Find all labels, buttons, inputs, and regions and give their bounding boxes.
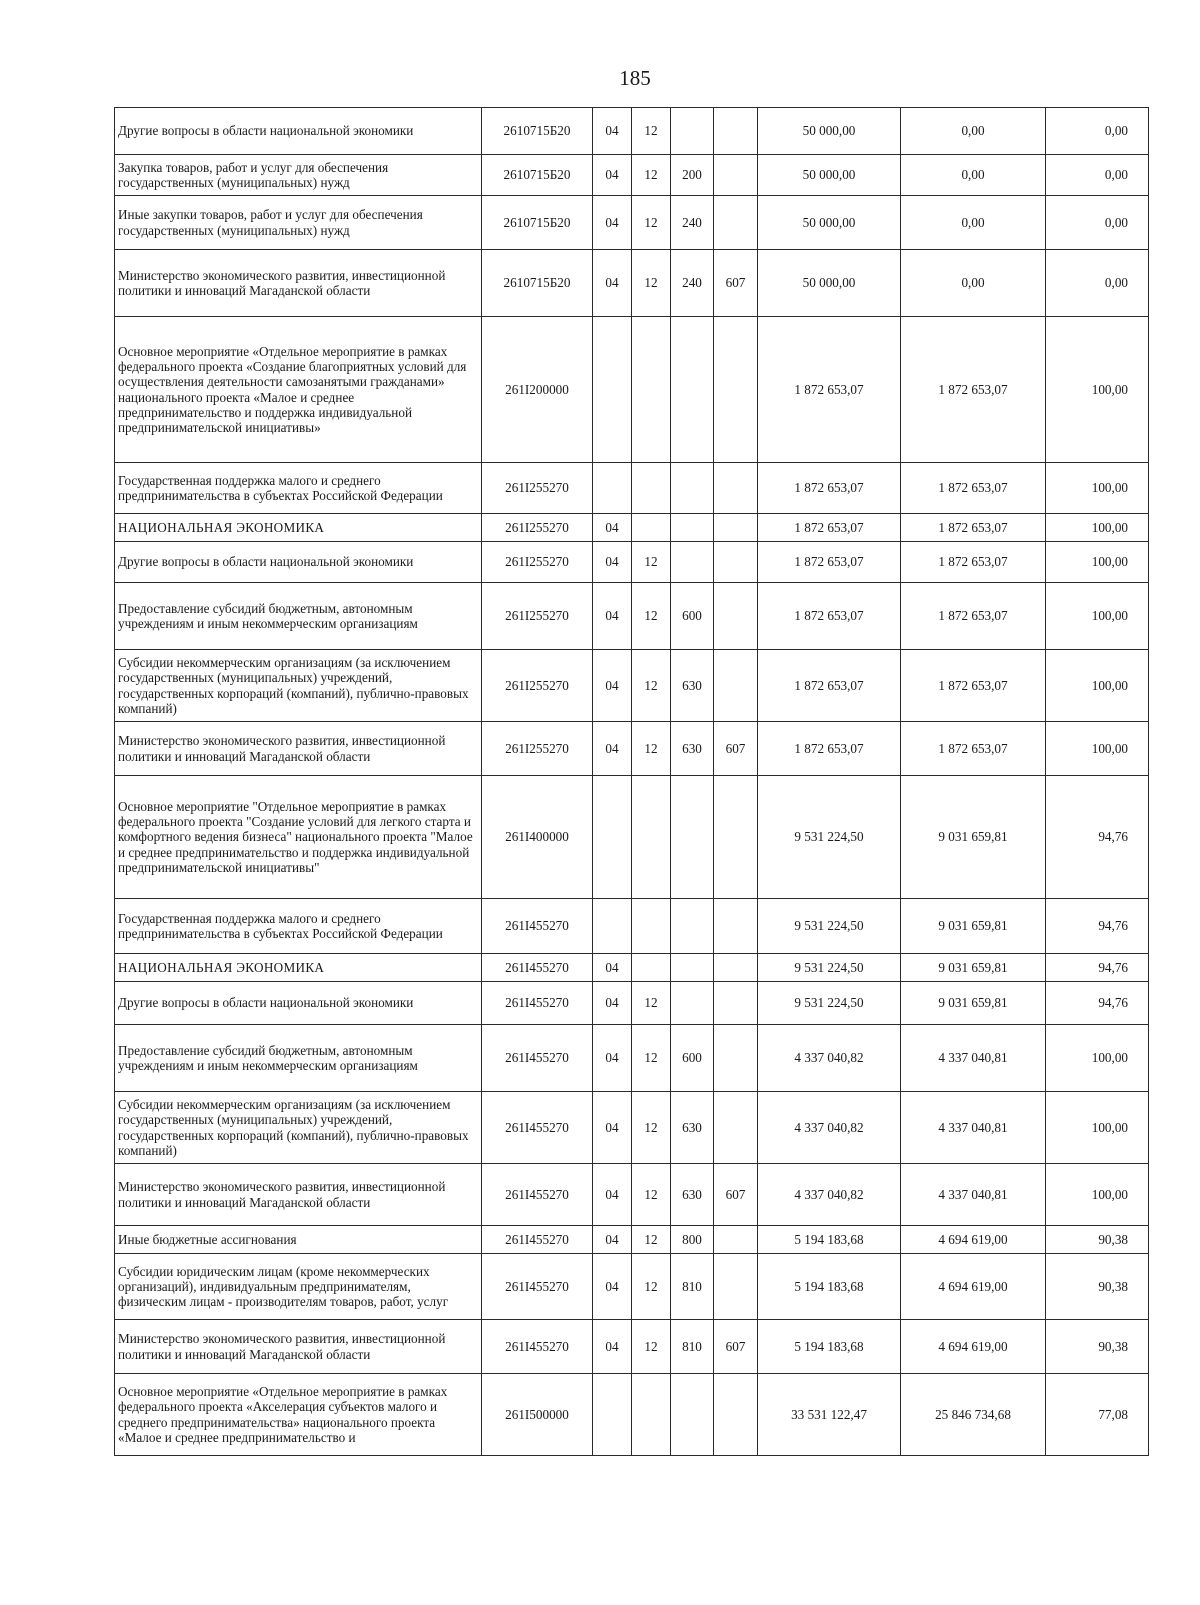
row-percent-cell: 94,76 <box>1046 954 1149 982</box>
row-name-cell: Основное мероприятие «Отдельное мероприятие в рамках федерального проекта «Создание благоприятных условий для осуществления деятельности самозанятыми гражданами» национального проекта «Малое и среднее предпринимательство и поддержка индивидуальной предпринимательской инициативы» <box>115 317 482 463</box>
table-row <box>115 514 1149 542</box>
row-subsection-cell: 12 <box>632 583 671 650</box>
row-grbs-cell <box>714 108 758 155</box>
row-name-cell: Министерство экономического развития, инвестиционной политики и инноваций Магаданской области <box>115 1320 482 1374</box>
row-grbs-cell <box>714 514 758 542</box>
row-subsection-cell: 12 <box>632 108 671 155</box>
table-row <box>115 722 1149 776</box>
row-code-cell: 2610715Б20 <box>482 196 593 250</box>
row-code-cell: 261I455270 <box>482 1092 593 1164</box>
row-percent-cell: 0,00 <box>1046 155 1149 196</box>
row-expense-type-cell <box>671 463 714 514</box>
row-name-cell: Предоставление субсидий бюджетным, автономным учреждениям и иным некоммерческим организациям <box>115 583 482 650</box>
row-section-cell: 04 <box>593 514 632 542</box>
row-fact-cell: 0,00 <box>901 250 1046 317</box>
row-name-cell: Основное мероприятие "Отдельное мероприятие в рамках федерального проекта "Создание условий для легкого старта и комфортного ведения бизнеса" национального проекта "Малое и среднее предпринимательство и поддержка индивидуальной предпринимательской инициативы" <box>115 776 482 899</box>
row-grbs-cell <box>714 982 758 1025</box>
row-grbs-cell: 607 <box>714 1320 758 1374</box>
row-expense-type-cell <box>671 1374 714 1456</box>
row-expense-type-cell: 810 <box>671 1320 714 1374</box>
row-plan-cell: 5 194 183,68 <box>758 1254 901 1320</box>
row-plan-cell: 1 872 653,07 <box>758 722 901 776</box>
row-code-cell: 261I255270 <box>482 514 593 542</box>
row-section-cell: 04 <box>593 542 632 583</box>
row-grbs-cell <box>714 776 758 899</box>
table-row <box>115 250 1149 317</box>
row-section-cell: 04 <box>593 1092 632 1164</box>
row-expense-type-cell <box>671 514 714 542</box>
table-row <box>115 1320 1149 1374</box>
row-section-cell <box>593 317 632 463</box>
row-section-cell: 04 <box>593 1025 632 1092</box>
row-percent-cell: 100,00 <box>1046 1092 1149 1164</box>
row-percent-cell: 90,38 <box>1046 1226 1149 1254</box>
row-fact-cell: 4 694 619,00 <box>901 1320 1046 1374</box>
row-subsection-cell <box>632 899 671 954</box>
row-plan-cell: 1 872 653,07 <box>758 650 901 722</box>
row-plan-cell: 50 000,00 <box>758 155 901 196</box>
table-row <box>115 1025 1149 1092</box>
row-expense-type-cell: 630 <box>671 650 714 722</box>
row-plan-cell: 33 531 122,47 <box>758 1374 901 1456</box>
row-name-cell: Закупка товаров, работ и услуг для обеспечения государственных (муниципальных) нужд <box>115 155 482 196</box>
row-code-cell: 2610715Б20 <box>482 250 593 317</box>
row-name-cell: Субсидии юридическим лицам (кроме некоммерческих организаций), индивидуальным предпринимателям, физическим лицам - производителям товаров, работ, услуг <box>115 1254 482 1320</box>
row-expense-type-cell <box>671 317 714 463</box>
row-name-cell: Государственная поддержка малого и среднего предпринимательства в субъектах Российской Федерации <box>115 463 482 514</box>
row-name-cell: Другие вопросы в области национальной экономики <box>115 542 482 583</box>
row-grbs-cell <box>714 1226 758 1254</box>
row-fact-cell: 4 337 040,81 <box>901 1092 1046 1164</box>
row-fact-cell: 25 846 734,68 <box>901 1374 1046 1456</box>
row-expense-type-cell <box>671 108 714 155</box>
row-name-cell: Основное мероприятие «Отдельное мероприятие в рамках федерального проекта «Акселерация субъектов малого и среднего предпринимательства» национального проекта «Малое и среднее предпринимательство и <box>115 1374 482 1456</box>
row-code-cell: 261I255270 <box>482 650 593 722</box>
row-section-cell <box>593 776 632 899</box>
table-row <box>115 1164 1149 1226</box>
row-fact-cell: 0,00 <box>901 196 1046 250</box>
row-fact-cell: 1 872 653,07 <box>901 650 1046 722</box>
row-name-cell: Иные закупки товаров, работ и услуг для обеспечения государственных (муниципальных) нужд <box>115 196 482 250</box>
row-plan-cell: 1 872 653,07 <box>758 514 901 542</box>
row-section-cell <box>593 1374 632 1456</box>
row-percent-cell: 90,38 <box>1046 1320 1149 1374</box>
table-row <box>115 1254 1149 1320</box>
table-row <box>115 108 1149 155</box>
table-row <box>115 954 1149 982</box>
row-fact-cell: 1 872 653,07 <box>901 317 1046 463</box>
row-percent-cell: 0,00 <box>1046 196 1149 250</box>
row-subsection-cell: 12 <box>632 982 671 1025</box>
row-plan-cell: 9 531 224,50 <box>758 899 901 954</box>
row-plan-cell: 50 000,00 <box>758 250 901 317</box>
row-plan-cell: 9 531 224,50 <box>758 776 901 899</box>
row-subsection-cell: 12 <box>632 650 671 722</box>
row-grbs-cell: 607 <box>714 250 758 317</box>
row-section-cell: 04 <box>593 954 632 982</box>
row-percent-cell: 100,00 <box>1046 514 1149 542</box>
row-code-cell: 261I455270 <box>482 982 593 1025</box>
row-expense-type-cell: 600 <box>671 1025 714 1092</box>
table-row <box>115 317 1149 463</box>
row-section-cell <box>593 899 632 954</box>
row-percent-cell: 100,00 <box>1046 722 1149 776</box>
row-grbs-cell <box>714 196 758 250</box>
row-percent-cell: 100,00 <box>1046 1025 1149 1092</box>
table-row <box>115 542 1149 583</box>
row-grbs-cell <box>714 954 758 982</box>
row-expense-type-cell <box>671 776 714 899</box>
row-percent-cell: 94,76 <box>1046 982 1149 1025</box>
row-percent-cell: 100,00 <box>1046 463 1149 514</box>
row-plan-cell: 4 337 040,82 <box>758 1092 901 1164</box>
row-grbs-cell <box>714 899 758 954</box>
row-subsection-cell: 12 <box>632 1320 671 1374</box>
row-fact-cell: 0,00 <box>901 108 1046 155</box>
row-subsection-cell <box>632 1374 671 1456</box>
table-body <box>115 108 1149 1456</box>
row-section-cell: 04 <box>593 1254 632 1320</box>
row-name-cell: Иные бюджетные ассигнования <box>115 1226 482 1254</box>
row-expense-type-cell: 630 <box>671 1164 714 1226</box>
row-code-cell: 261I255270 <box>482 463 593 514</box>
row-section-cell: 04 <box>593 982 632 1025</box>
row-code-cell: 261I455270 <box>482 899 593 954</box>
row-expense-type-cell <box>671 982 714 1025</box>
row-name-cell: Другие вопросы в области национальной экономики <box>115 108 482 155</box>
row-section-cell: 04 <box>593 1164 632 1226</box>
row-section-cell: 04 <box>593 1320 632 1374</box>
row-percent-cell: 0,00 <box>1046 250 1149 317</box>
row-fact-cell: 9 031 659,81 <box>901 982 1046 1025</box>
row-expense-type-cell: 200 <box>671 155 714 196</box>
row-code-cell: 261I455270 <box>482 1025 593 1092</box>
row-subsection-cell <box>632 776 671 899</box>
row-code-cell: 261I500000 <box>482 1374 593 1456</box>
row-fact-cell: 1 872 653,07 <box>901 542 1046 583</box>
row-expense-type-cell: 630 <box>671 722 714 776</box>
row-section-cell: 04 <box>593 196 632 250</box>
row-plan-cell: 50 000,00 <box>758 196 901 250</box>
row-subsection-cell <box>632 514 671 542</box>
row-expense-type-cell: 630 <box>671 1092 714 1164</box>
row-code-cell: 261I455270 <box>482 1254 593 1320</box>
table-row <box>115 982 1149 1025</box>
row-plan-cell: 50 000,00 <box>758 108 901 155</box>
table-row <box>115 463 1149 514</box>
row-subsection-cell: 12 <box>632 1164 671 1226</box>
row-subsection-cell: 12 <box>632 542 671 583</box>
row-code-cell: 261I455270 <box>482 954 593 982</box>
row-subsection-cell: 12 <box>632 1254 671 1320</box>
row-section-cell <box>593 463 632 514</box>
row-plan-cell: 1 872 653,07 <box>758 317 901 463</box>
row-section-cell: 04 <box>593 155 632 196</box>
table-row <box>115 1092 1149 1164</box>
row-grbs-cell <box>714 542 758 583</box>
table-row <box>115 650 1149 722</box>
row-percent-cell: 0,00 <box>1046 108 1149 155</box>
table-row <box>115 155 1149 196</box>
row-grbs-cell <box>714 1025 758 1092</box>
row-plan-cell: 9 531 224,50 <box>758 954 901 982</box>
row-plan-cell: 1 872 653,07 <box>758 583 901 650</box>
row-code-cell: 261I455270 <box>482 1226 593 1254</box>
row-plan-cell: 1 872 653,07 <box>758 463 901 514</box>
row-code-cell: 261I255270 <box>482 583 593 650</box>
row-expense-type-cell <box>671 899 714 954</box>
row-section-cell: 04 <box>593 722 632 776</box>
row-fact-cell: 9 031 659,81 <box>901 954 1046 982</box>
row-percent-cell: 100,00 <box>1046 317 1149 463</box>
row-fact-cell: 9 031 659,81 <box>901 776 1046 899</box>
row-grbs-cell <box>714 650 758 722</box>
row-fact-cell: 1 872 653,07 <box>901 722 1046 776</box>
row-code-cell: 261I455270 <box>482 1320 593 1374</box>
row-section-cell: 04 <box>593 108 632 155</box>
row-grbs-cell <box>714 155 758 196</box>
row-expense-type-cell: 600 <box>671 583 714 650</box>
row-name-cell: Предоставление субсидий бюджетным, автономным учреждениям и иным некоммерческим организациям <box>115 1025 482 1092</box>
row-plan-cell: 9 531 224,50 <box>758 982 901 1025</box>
row-subsection-cell: 12 <box>632 722 671 776</box>
row-fact-cell: 4 337 040,81 <box>901 1164 1046 1226</box>
row-percent-cell: 90,38 <box>1046 1254 1149 1320</box>
row-expense-type-cell: 800 <box>671 1226 714 1254</box>
row-subsection-cell: 12 <box>632 1092 671 1164</box>
row-code-cell: 261I200000 <box>482 317 593 463</box>
row-grbs-cell <box>714 463 758 514</box>
row-name-cell: Министерство экономического развития, инвестиционной политики и инноваций Магаданской области <box>115 722 482 776</box>
row-subsection-cell <box>632 317 671 463</box>
row-fact-cell: 1 872 653,07 <box>901 514 1046 542</box>
table-row <box>115 776 1149 899</box>
budget-table <box>114 107 1149 1456</box>
row-name-cell: Субсидии некоммерческим организациям (за исключением государственных (муниципальных) учреждений, государственных корпораций (компаний), публично-правовых компаний) <box>115 1092 482 1164</box>
row-section-cell: 04 <box>593 1226 632 1254</box>
row-plan-cell: 5 194 183,68 <box>758 1226 901 1254</box>
row-plan-cell: 4 337 040,82 <box>758 1025 901 1092</box>
row-expense-type-cell <box>671 542 714 583</box>
row-plan-cell: 5 194 183,68 <box>758 1320 901 1374</box>
row-percent-cell: 100,00 <box>1046 1164 1149 1226</box>
table-row <box>115 196 1149 250</box>
row-section-cell: 04 <box>593 650 632 722</box>
table-row <box>115 1374 1149 1456</box>
row-grbs-cell: 607 <box>714 722 758 776</box>
row-name-cell: Министерство экономического развития, инвестиционной политики и инноваций Магаданской области <box>115 1164 482 1226</box>
row-percent-cell: 94,76 <box>1046 776 1149 899</box>
row-percent-cell: 77,08 <box>1046 1374 1149 1456</box>
row-subsection-cell: 12 <box>632 1025 671 1092</box>
row-grbs-cell <box>714 1254 758 1320</box>
row-fact-cell: 9 031 659,81 <box>901 899 1046 954</box>
row-fact-cell: 1 872 653,07 <box>901 463 1046 514</box>
row-expense-type-cell: 240 <box>671 196 714 250</box>
row-code-cell: 261I455270 <box>482 1164 593 1226</box>
row-section-cell: 04 <box>593 250 632 317</box>
table-row <box>115 899 1149 954</box>
row-plan-cell: 4 337 040,82 <box>758 1164 901 1226</box>
row-expense-type-cell: 810 <box>671 1254 714 1320</box>
row-percent-cell: 100,00 <box>1046 650 1149 722</box>
row-code-cell: 2610715Б20 <box>482 108 593 155</box>
row-name-cell: Министерство экономического развития, инвестиционной политики и инноваций Магаданской области <box>115 250 482 317</box>
row-subsection-cell <box>632 954 671 982</box>
row-name-cell: Другие вопросы в области национальной экономики <box>115 982 482 1025</box>
row-code-cell: 261I255270 <box>482 542 593 583</box>
row-grbs-cell <box>714 1374 758 1456</box>
table-row <box>115 1226 1149 1254</box>
row-subsection-cell <box>632 463 671 514</box>
row-fact-cell: 4 694 619,00 <box>901 1254 1046 1320</box>
row-code-cell: 2610715Б20 <box>482 155 593 196</box>
row-grbs-cell <box>714 1092 758 1164</box>
page-number: 185 <box>619 66 651 90</box>
row-percent-cell: 100,00 <box>1046 542 1149 583</box>
row-fact-cell: 4 337 040,81 <box>901 1025 1046 1092</box>
row-subsection-cell: 12 <box>632 196 671 250</box>
row-plan-cell: 1 872 653,07 <box>758 542 901 583</box>
row-expense-type-cell <box>671 954 714 982</box>
row-fact-cell: 4 694 619,00 <box>901 1226 1046 1254</box>
row-percent-cell: 100,00 <box>1046 583 1149 650</box>
row-subsection-cell: 12 <box>632 155 671 196</box>
row-grbs-cell <box>714 317 758 463</box>
row-name-cell: НАЦИОНАЛЬНАЯ ЭКОНОМИКА <box>115 514 482 542</box>
row-subsection-cell: 12 <box>632 1226 671 1254</box>
row-name-cell: НАЦИОНАЛЬНАЯ ЭКОНОМИКА <box>115 954 482 982</box>
row-code-cell: 261I255270 <box>482 722 593 776</box>
row-fact-cell: 0,00 <box>901 155 1046 196</box>
row-fact-cell: 1 872 653,07 <box>901 583 1046 650</box>
row-name-cell: Государственная поддержка малого и среднего предпринимательства в субъектах Российской Федерации <box>115 899 482 954</box>
row-code-cell: 261I400000 <box>482 776 593 899</box>
row-name-cell: Субсидии некоммерческим организациям (за исключением государственных (муниципальных) учреждений, государственных корпораций (компаний), публично-правовых компаний) <box>115 650 482 722</box>
row-subsection-cell: 12 <box>632 250 671 317</box>
row-expense-type-cell: 240 <box>671 250 714 317</box>
row-section-cell: 04 <box>593 583 632 650</box>
row-grbs-cell <box>714 583 758 650</box>
table-row <box>115 583 1149 650</box>
row-grbs-cell: 607 <box>714 1164 758 1226</box>
row-percent-cell: 94,76 <box>1046 899 1149 954</box>
